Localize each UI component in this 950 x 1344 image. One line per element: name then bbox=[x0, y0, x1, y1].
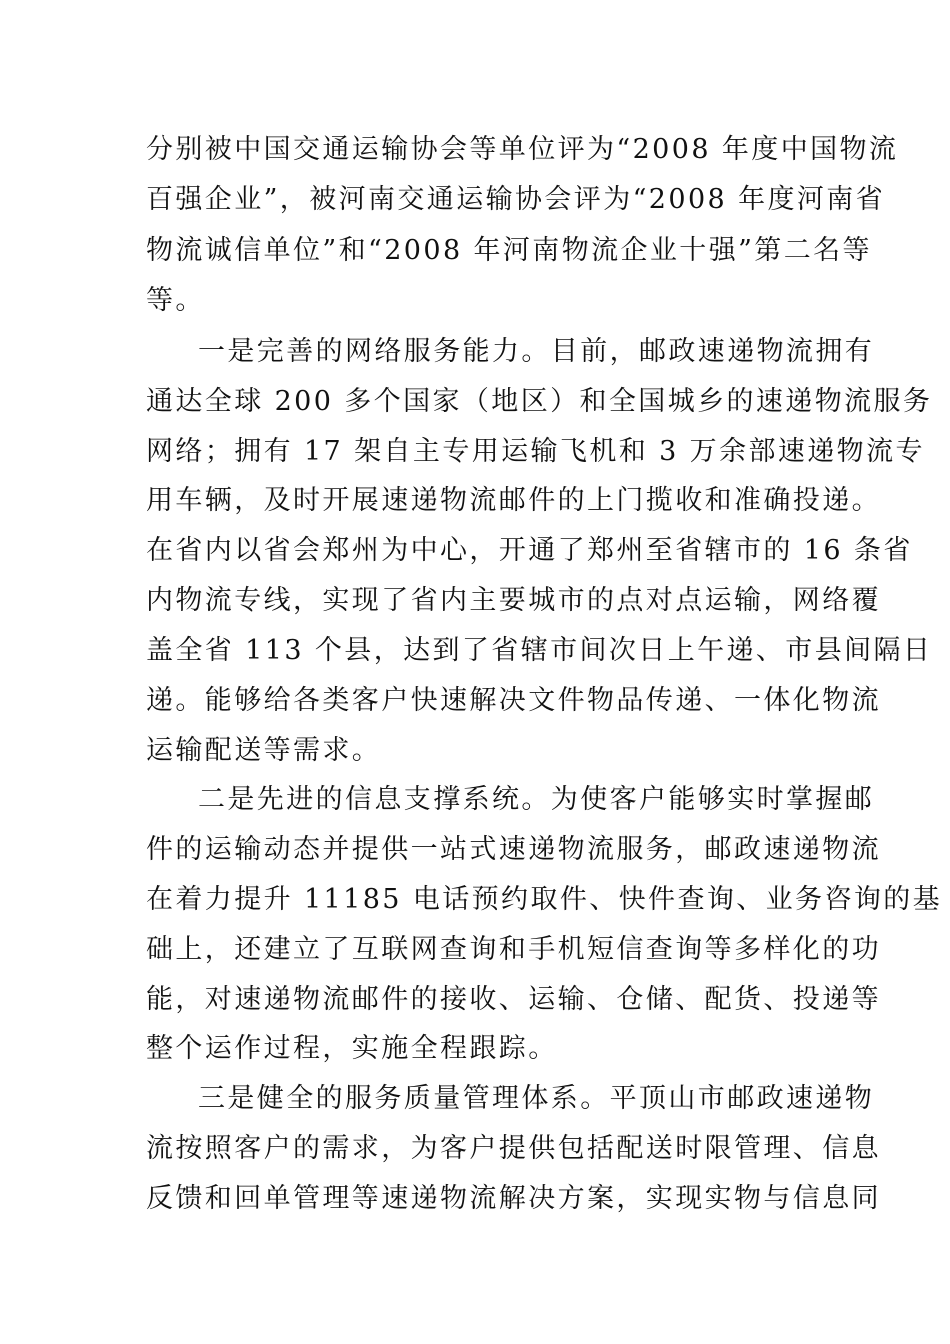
text-line: 网络；拥有 17 架自主专用运输飞机和 3 万余部速递物流专 bbox=[146, 436, 925, 467]
text-line: 物流诚信单位”和“2008 年河南物流企业十强”第二名等 bbox=[146, 235, 872, 266]
text-line: 在省内以省会郑州为中心，开通了郑州至省辖市的 16 条省 bbox=[146, 535, 913, 566]
text-line: 盖全省 113 个县，达到了省辖市间次日上午递、市县间隔日 bbox=[146, 635, 933, 666]
text-line: 递。能够给各类客户快速解决文件物品传递、一体化物流 bbox=[146, 685, 881, 716]
text-line: 运输配送等需求。 bbox=[146, 735, 382, 766]
text-line: 流按照客户的需求，为客户提供包括配送时限管理、信息 bbox=[146, 1133, 881, 1164]
text-line: 通达全球 200 多个国家（地区）和全国城乡的速递物流服务 bbox=[146, 386, 933, 417]
text-line: 等。 bbox=[146, 285, 205, 316]
text-line: 能，对速递物流邮件的接收、运输、仓储、配货、投递等 bbox=[146, 984, 881, 1015]
text-line: 内物流专线，实现了省内主要城市的点对点运输，网络覆 bbox=[146, 585, 881, 616]
paragraph-first-line: 二是先进的信息支撑系统。为使客户能够实时掌握邮 bbox=[198, 784, 875, 815]
paragraph-first-line: 一是完善的网络服务能力。目前，邮政速递物流拥有 bbox=[198, 336, 875, 367]
text-line: 用车辆，及时开展速递物流邮件的上门揽收和准确投递。 bbox=[146, 485, 881, 516]
text-line: 百强企业”，被河南交通运输协会评为“2008 年度河南省 bbox=[146, 184, 886, 215]
paragraph-first-line: 三是健全的服务质量管理体系。平顶山市邮政速递物 bbox=[198, 1083, 875, 1114]
text-line: 在着力提升 11185 电话预约取件、快件查询、业务咨询的基 bbox=[146, 884, 943, 915]
text-line: 础上，还建立了互联网查询和手机短信查询等多样化的功 bbox=[146, 934, 881, 965]
text-line: 件的运输动态并提供一站式速递物流服务，邮政速递物流 bbox=[146, 834, 881, 865]
text-line: 反馈和回单管理等速递物流解决方案，实现实物与信息同 bbox=[146, 1183, 881, 1214]
text-line: 整个运作过程，实施全程跟踪。 bbox=[146, 1033, 558, 1064]
text-line: 分别被中国交通运输协会等单位评为“2008 年度中国物流 bbox=[146, 134, 899, 165]
